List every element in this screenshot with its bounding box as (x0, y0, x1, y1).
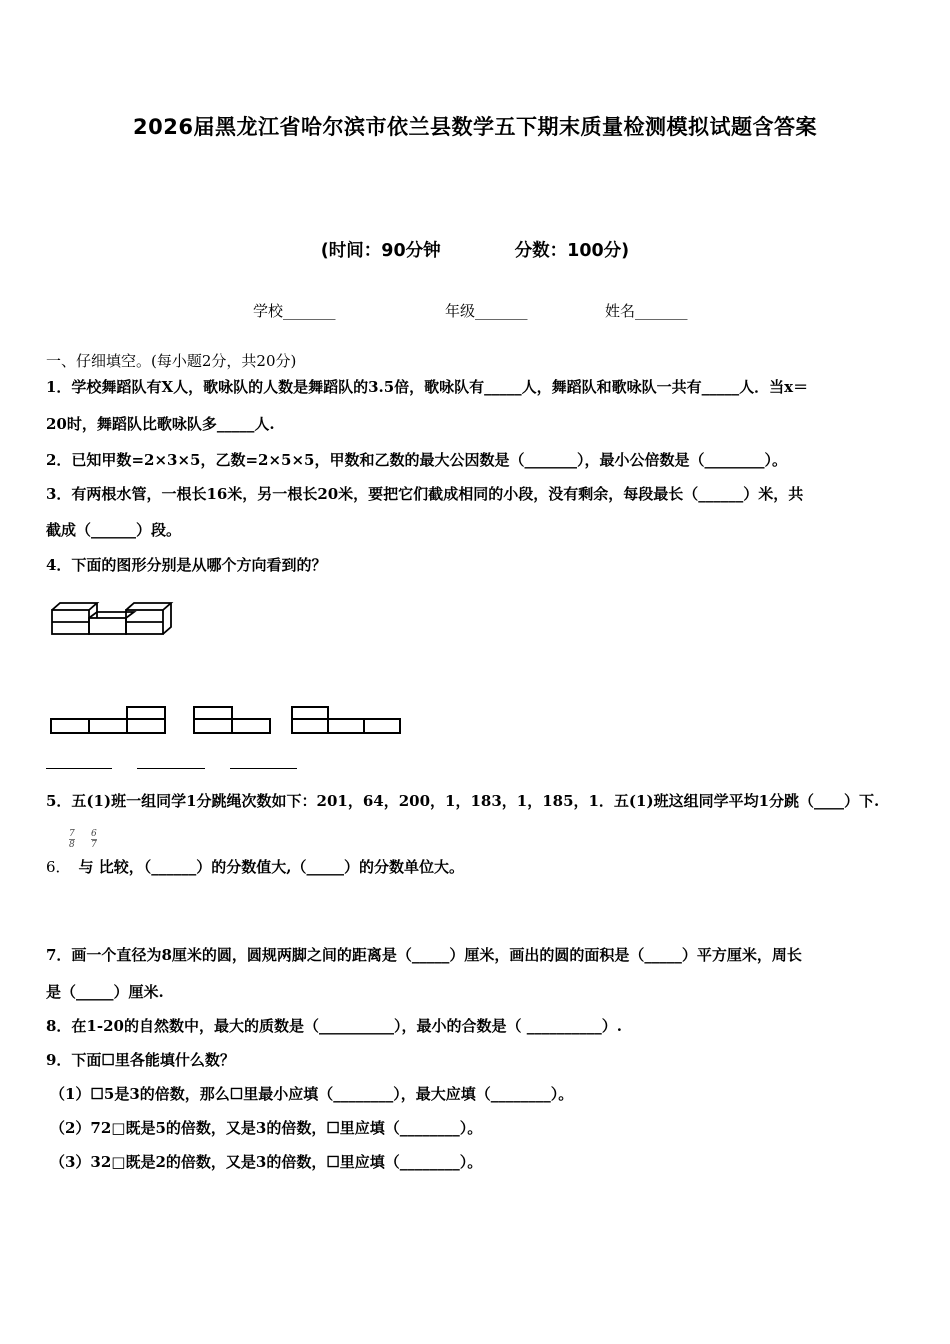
question-1-line-1: 1．学校舞蹈队有X人，歌咏队的人数是舞蹈队的3.5倍，歌咏队有_____人，舞蹈队和歌咏队一共有_____人．当x＝ (46, 378, 809, 396)
fraction-numerator: 7 (69, 829, 75, 839)
question-7-line-2: 是（_____）厘米. (46, 983, 164, 1001)
answer-blank-c[interactable] (230, 768, 297, 769)
name-field[interactable]: 姓名_______ (605, 302, 688, 320)
block-solid-figure (48, 598, 190, 640)
question-9-part-1: （1）☐5是3的倍数，那么☐里最小应填（________），最大应填（________）。 (50, 1085, 574, 1103)
question-9-part-2: （2）72□既是5的倍数，又是3的倍数，☐里应填（________）。 (50, 1119, 483, 1137)
question-9-part-3: （3）32□既是2的倍数，又是3的倍数，☐里应填（________）。 (50, 1153, 483, 1171)
answer-blank-b[interactable] (137, 768, 205, 769)
question-6-text: 与 比较，（______）的分数值大,（_____）的分数单位大。 (78, 858, 464, 876)
total-score: 分数：100分) (514, 241, 630, 261)
view-drawing-c (289, 704, 403, 736)
fraction-denominator: 7 (91, 840, 97, 850)
question-4: 4．下面的图形分别是从哪个方向看到的？ (46, 556, 327, 574)
answer-blanks (46, 768, 346, 772)
time-limit: (时间：90分钟 (320, 241, 441, 261)
grade-field[interactable]: 年级_______ (445, 302, 528, 320)
question-3-line-2: 截成（______）段。 (46, 521, 182, 539)
question-6-number: 6． (46, 858, 71, 876)
question-8: 8．在1-20的自然数中，最大的质数是（__________），最小的合数是（ __________）. (46, 1017, 622, 1035)
question-9-stem: 9．下面☐里各能填什么数？ (46, 1051, 235, 1069)
question-2: 2．已知甲数=2×3×5，乙数=2×5×5，甲数和乙数的最大公因数是（_______），最小公倍数是（________）。 (46, 451, 787, 469)
question-5: 5．五(1)班一组同学1分跳绳次数如下：201，64，200，1，183，1，185，1．五(1)班这组同学平均1分跳（____）下. (46, 792, 880, 810)
page-title: 2026届黑龙江省哈尔滨市依兰县数学五下期末质量检测模拟试题含答案 (133, 115, 817, 139)
fraction-6-7 (91, 829, 97, 850)
question-1-line-2: 20时，舞蹈队比歌咏队多_____人. (46, 415, 275, 433)
view-drawing-b (191, 704, 273, 736)
fraction-7-8 (69, 829, 75, 850)
fraction-denominator: 8 (69, 840, 75, 850)
school-field[interactable]: 学校_______ (253, 302, 336, 320)
question-3-line-1: 3．有两根水管，一根长16米，另一根长20米，要把它们截成相同的小段，没有剩余，每段最长（______）米，共 (46, 485, 804, 503)
answer-blank-a[interactable] (46, 768, 112, 769)
fraction-numerator: 6 (91, 829, 97, 839)
view-drawing-a (48, 704, 168, 736)
section-heading: 一、仔细填空。(每小题2分，共20分) (46, 352, 297, 370)
question-7-line-1: 7．画一个直径为8厘米的圆，圆规两脚之间的距离是（_____）厘米，画出的圆的面积是（_____）平方厘米，周长 (46, 946, 802, 964)
question-6 (46, 856, 464, 877)
exam-meta (0, 237, 950, 262)
